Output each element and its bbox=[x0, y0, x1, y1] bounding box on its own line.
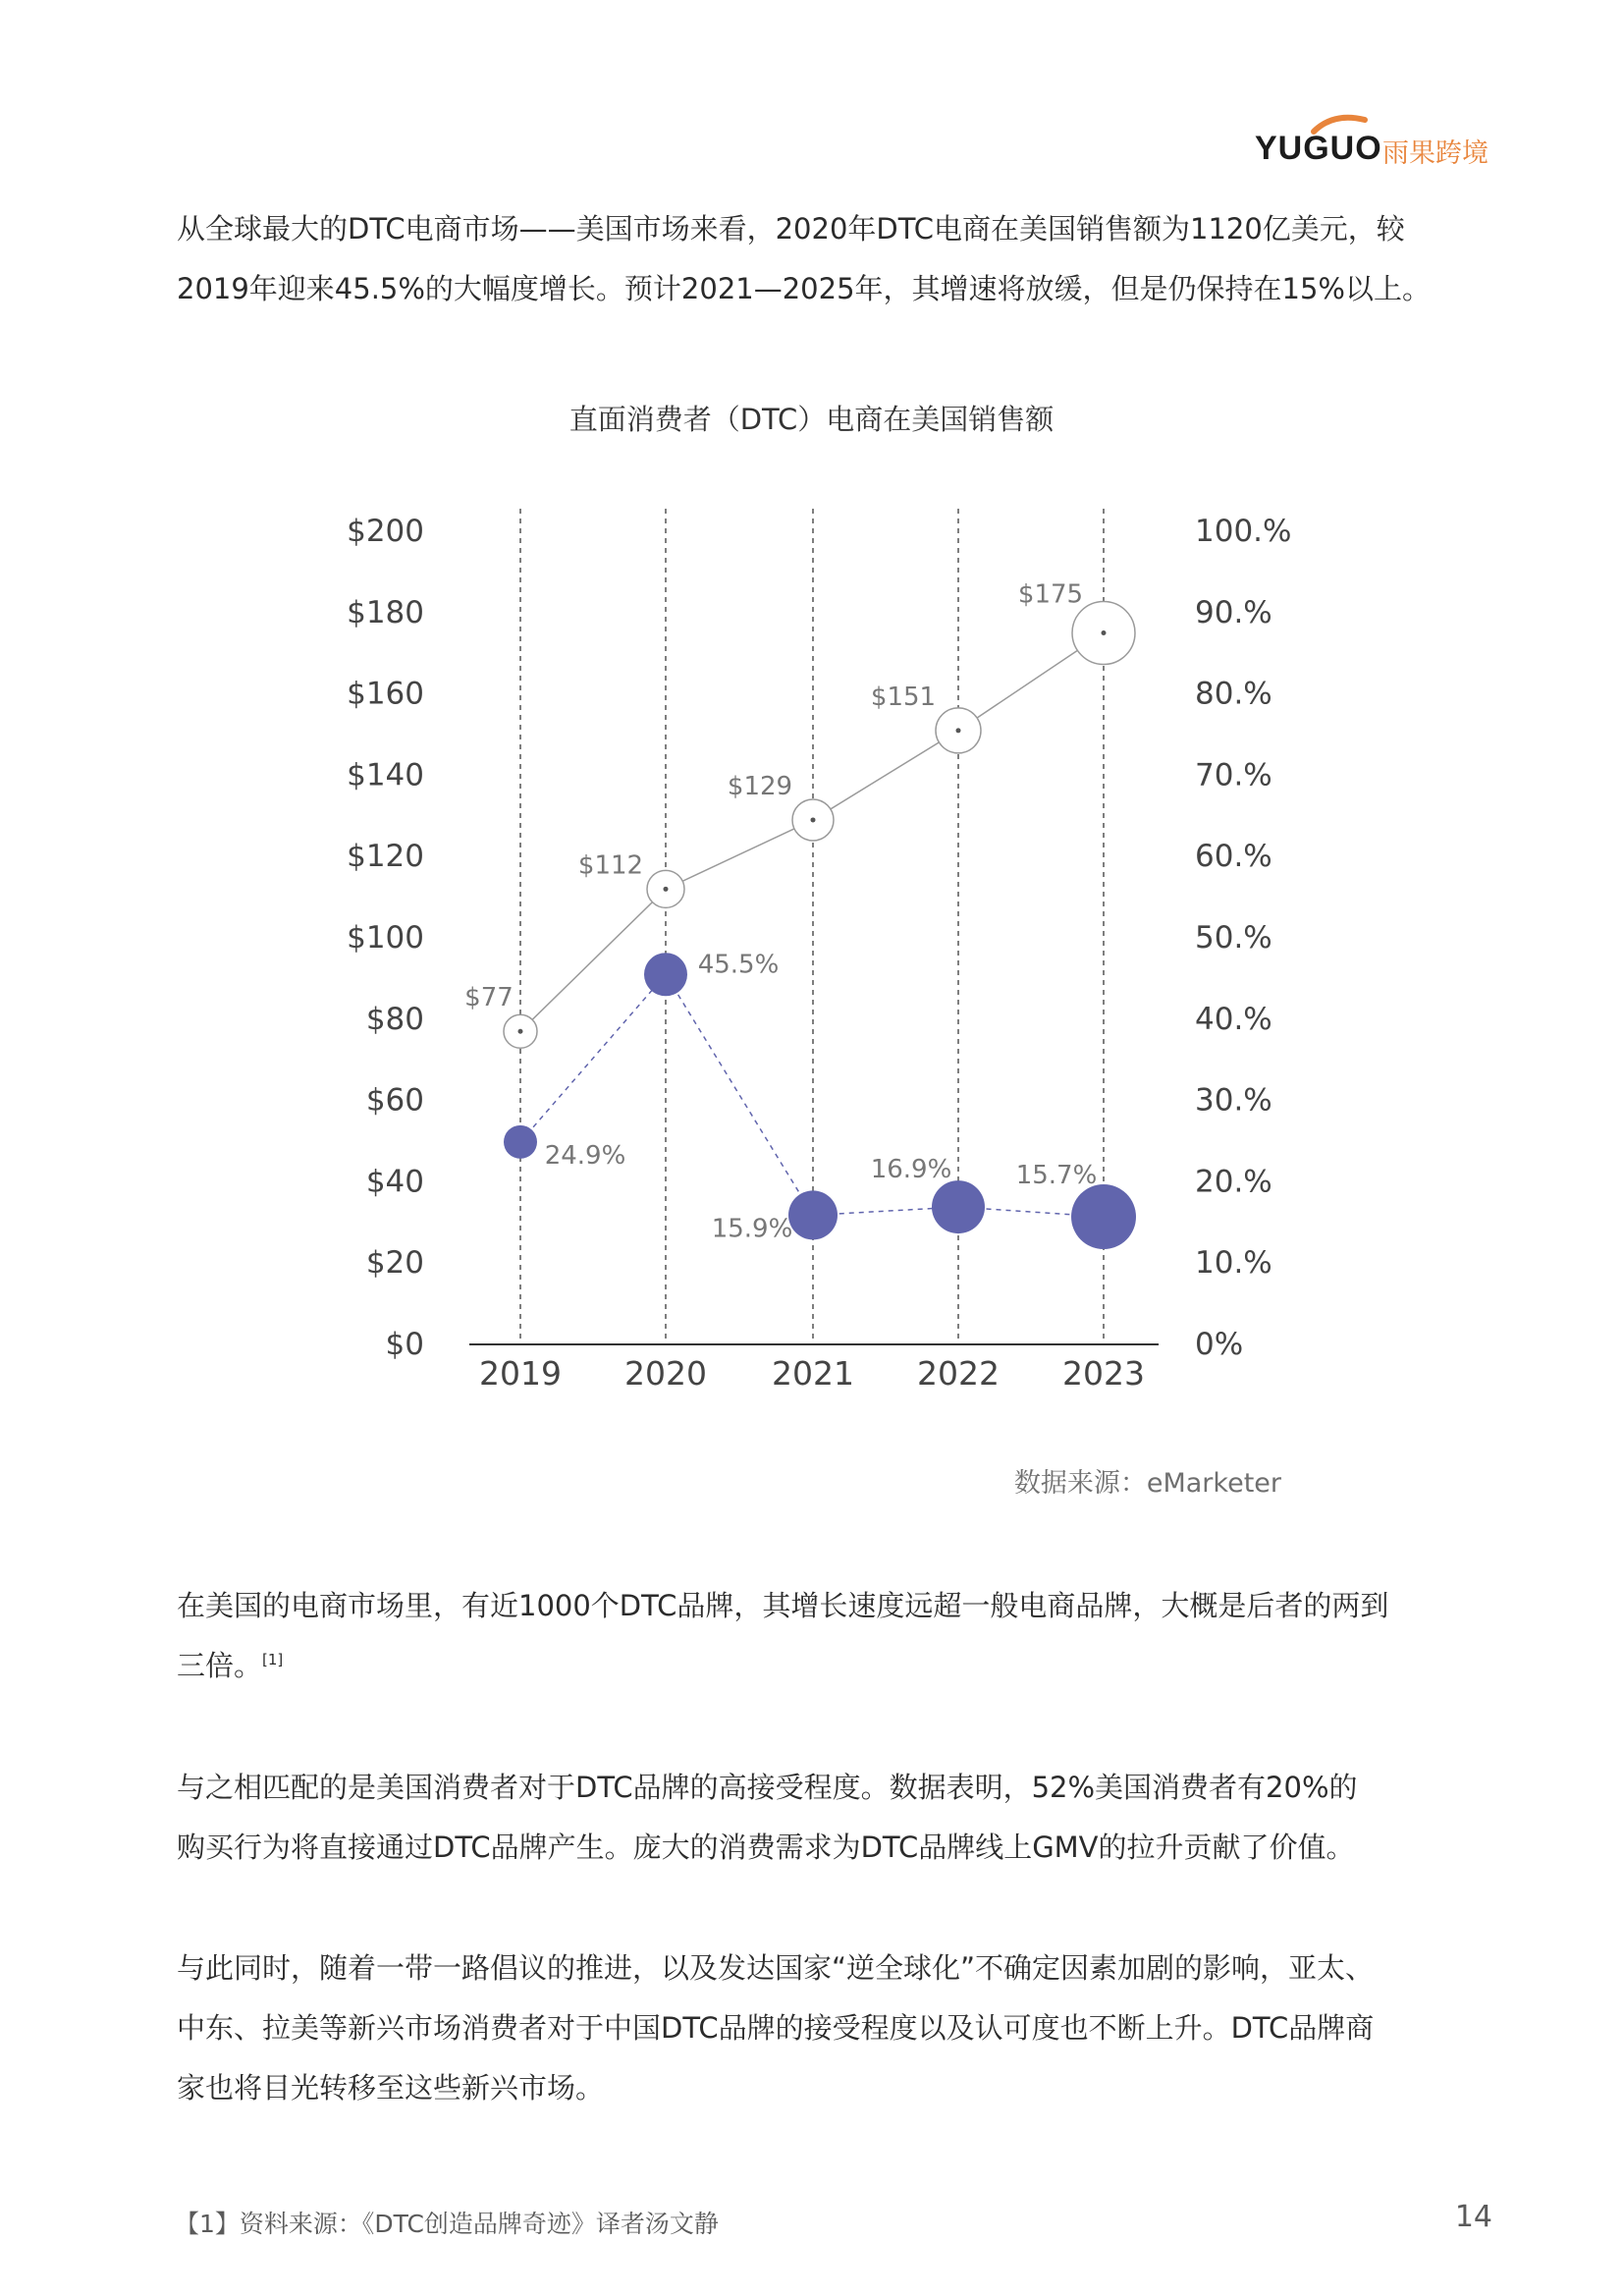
y-right-tick-label: 40.% bbox=[1195, 1001, 1272, 1037]
sales-point-center bbox=[956, 728, 961, 733]
y-left-tick-label: $60 bbox=[365, 1082, 424, 1119]
logo-text-cn: 雨果跨境 bbox=[1382, 138, 1488, 169]
growth-point bbox=[1071, 1184, 1136, 1249]
sales-point-center bbox=[1102, 630, 1107, 635]
footnote: 【1】资料来源：《DTC创造品牌奇迹》译者汤文静 bbox=[175, 2210, 719, 2238]
x-tick-label: 2023 bbox=[1062, 1354, 1145, 1393]
paragraph-line bbox=[177, 1636, 1434, 1696]
x-tick-label: 2022 bbox=[917, 1354, 1000, 1393]
footnote-ref[interactable]: [1] bbox=[262, 1651, 284, 1668]
growth-point bbox=[932, 1180, 985, 1233]
y-left-tick-label: $140 bbox=[347, 757, 424, 793]
growth-data-label: 24.9% bbox=[544, 1140, 626, 1171]
y-left-tick-label: $80 bbox=[365, 1001, 424, 1037]
sales-point-center bbox=[664, 887, 669, 892]
paragraph-line: 与之相匹配的是美国消费者对于DTC品牌的高接受程度。数据表明，52%美国消费者有20%的 bbox=[177, 1771, 1358, 1804]
page-number: 14 bbox=[1454, 2200, 1492, 2234]
y-right-tick-label: 50.% bbox=[1195, 920, 1272, 956]
growth-data-label: 15.7% bbox=[1015, 1161, 1098, 1191]
growth-data-label: 15.9% bbox=[711, 1214, 793, 1244]
y-left-tick-label: $0 bbox=[385, 1327, 424, 1362]
y-right-tick-label: 10.% bbox=[1195, 1245, 1272, 1282]
y-left-tick-label: $120 bbox=[347, 839, 424, 875]
y-left-tick-label: $180 bbox=[347, 594, 424, 630]
y-left-tick-label: $100 bbox=[347, 920, 424, 956]
y-left-tick-label: $160 bbox=[347, 676, 424, 712]
x-tick-label: 2021 bbox=[772, 1354, 854, 1393]
y-right-tick-label: 20.% bbox=[1195, 1164, 1272, 1200]
paragraph-line: 在美国的电商市场里，有近1000个DTC品牌，其增长速度远超一般电商品牌，大概是后者的两到 bbox=[177, 1589, 1389, 1622]
paragraph-line: 从全球最大的DTC电商市场——美国市场来看，2020年DTC电商在美国销售额为1120亿美元，较 bbox=[177, 212, 1405, 246]
paragraph-line: 购买行为将直接通过DTC品牌产生。庞大的消费需求为DTC品牌线上GMV的拉升贡献了价值。 bbox=[177, 1831, 1355, 1864]
sales-data-label: $129 bbox=[727, 771, 793, 801]
sales-data-label: $77 bbox=[464, 983, 514, 1013]
y-right-tick-label: 0% bbox=[1195, 1327, 1244, 1362]
paragraph-line: 与此同时，随着一带一路倡议的推进，以及发达国家“逆全球化”不确定因素加剧的影响，亚太、 bbox=[177, 1951, 1375, 1985]
growth-data-label: 16.9% bbox=[870, 1155, 952, 1185]
paragraph-line-text: 三倍。 bbox=[177, 1649, 263, 1682]
sales-data-label: $175 bbox=[1017, 579, 1084, 610]
logo-text-en: YUGUO bbox=[1255, 130, 1382, 167]
sales-data-label: $112 bbox=[577, 850, 644, 881]
paragraph-line: 中东、拉美等新兴市场消费者对于中国DTC品牌的接受程度以及认可度也不断上升。DTC品牌商 bbox=[177, 2011, 1375, 2045]
x-tick-label: 2019 bbox=[479, 1354, 562, 1393]
x-tick-label: 2020 bbox=[624, 1354, 707, 1393]
y-right-tick-label: 30.% bbox=[1195, 1082, 1272, 1119]
y-left-tick-label: $20 bbox=[365, 1245, 424, 1282]
y-right-tick-label: 60.% bbox=[1195, 839, 1272, 875]
sales-data-label: $151 bbox=[870, 682, 937, 712]
paragraph-line: 2019年迎来45.5%的大幅度增长。预计2021—2025年，其增速将放缓，但是仍保持在15%以上。 bbox=[177, 272, 1431, 305]
y-right-tick-label: 100.% bbox=[1195, 514, 1292, 549]
growth-data-label: 45.5% bbox=[697, 950, 780, 980]
growth-point bbox=[788, 1190, 838, 1239]
sales-point-center bbox=[518, 1029, 523, 1034]
y-left-tick-label: $200 bbox=[347, 514, 424, 549]
sales-point-center bbox=[811, 817, 816, 822]
growth-point bbox=[504, 1125, 537, 1159]
paragraph-dtc-brands bbox=[177, 1576, 1434, 1696]
data-source: 数据来源：eMarketer bbox=[1013, 1468, 1281, 1499]
y-left-tick-label: $40 bbox=[365, 1164, 424, 1200]
y-right-tick-label: 80.% bbox=[1195, 676, 1272, 712]
y-right-tick-label: 90.% bbox=[1195, 594, 1272, 630]
chart-title: 直面消费者（DTC）电商在美国销售额 bbox=[568, 403, 1055, 436]
y-right-tick-label: 70.% bbox=[1195, 757, 1272, 793]
paragraph-line: 家也将目光转移至这些新兴市场。 bbox=[177, 2071, 605, 2105]
paragraph-consumers bbox=[177, 1758, 1434, 1878]
paragraph-emerging-markets bbox=[177, 1939, 1434, 2118]
growth-point bbox=[644, 953, 687, 996]
